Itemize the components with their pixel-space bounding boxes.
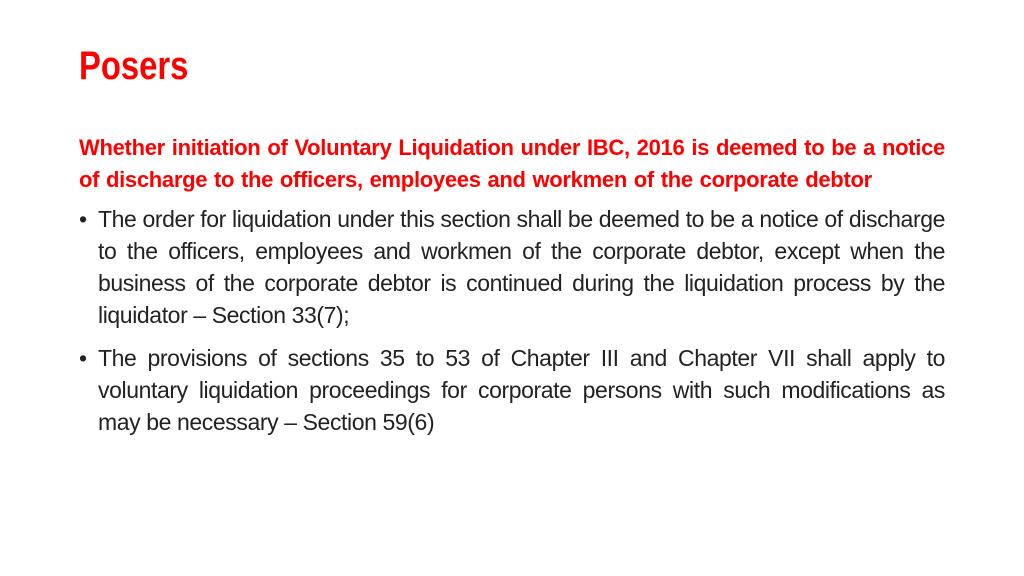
bullet-item: [79, 342, 945, 438]
slide-title: Posers: [79, 44, 189, 88]
bullet-icon: •: [79, 345, 87, 371]
bullet-list: [79, 203, 945, 438]
bullet-item: [79, 203, 945, 331]
bullet-icon: •: [79, 206, 87, 232]
bullet-text: The order for liquidation under this section shall be deemed to be a notice of discharge to the officers, employees and workmen of the corporate debtor, except when the business of the corporate debtor is continued during the liquidation process by the liquidator – Section 33(7);: [98, 206, 945, 328]
slide-content: [79, 132, 945, 449]
question-text: Whether initiation of Voluntary Liquidation under IBC, 2016 is deemed to be a notice of discharge to the officers, employees and workmen of the corporate debtor: [79, 135, 945, 192]
bullet-text: The provisions of sections 35 to 53 of Chapter III and Chapter VII shall apply to voluntary liquidation proceedings for corporate persons with such modifications as may be necessary – Section 59(6): [98, 345, 945, 435]
